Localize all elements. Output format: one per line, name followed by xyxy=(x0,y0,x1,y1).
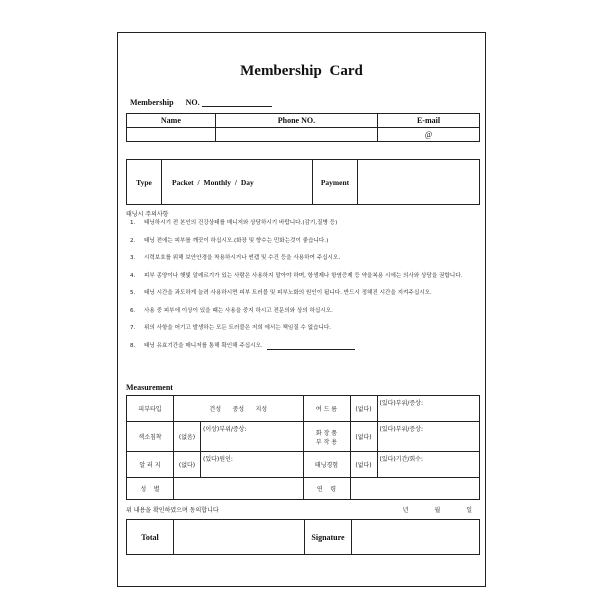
notice-text: 태닝하시기 전 본인의 건강상태를 매니저와 상담하시기 바랍니다.(감기,질병 등) xyxy=(144,220,338,226)
payment-field[interactable] xyxy=(358,160,480,205)
notice-num: 5. xyxy=(130,290,136,296)
type-label: Type xyxy=(127,160,162,205)
agreement-date[interactable]: 년 월 일 xyxy=(402,507,472,514)
measurement-heading: Measurement xyxy=(126,383,173,392)
membership-number xyxy=(130,98,272,107)
notice-item xyxy=(130,342,470,350)
agreement-row xyxy=(126,505,480,514)
notice-item xyxy=(130,272,470,280)
tanning-exp-detail[interactable]: (있다)기간/회수: xyxy=(377,452,480,478)
tanning-exp-label: 태닝경험 xyxy=(303,452,350,478)
notice-num: 4. xyxy=(130,272,136,279)
notice-text: 위의 사항을 어기고 발생하는 모든 트러블은 저희 에서는 책임질 수 없습니다. xyxy=(144,325,332,331)
total-field[interactable] xyxy=(174,520,305,555)
acne-status[interactable]: (없다) xyxy=(350,396,377,422)
name-header: Name xyxy=(127,114,216,128)
notice-text: 피부 종양이나 햇빛 알레르기가 있는 사람은 사용하지 말아야 하며, 항생제나 항염증제 등 약을복용 시에는 의사와 상담을 권합니다. xyxy=(144,272,463,279)
total-signature-table xyxy=(126,519,480,555)
makeup-status[interactable]: (없다) xyxy=(350,422,377,452)
email-field[interactable]: @ xyxy=(378,128,480,142)
skin-type-options[interactable]: 건성 중성 지성 xyxy=(174,396,304,422)
notice-text: 태닝 유효기간을 매니저를 통해 확인해 주십시오. xyxy=(144,342,263,349)
acne-detail[interactable]: (있다)부위/증상: xyxy=(377,396,480,422)
signature-label: Signature xyxy=(305,520,352,555)
makeup-detail[interactable]: (있다)부위/증상: xyxy=(377,422,480,452)
agreement-text: 위 내용을 확인하였으며 동의합니다 xyxy=(126,507,219,514)
membership-no-label: NO. xyxy=(185,98,200,107)
phone-header: Phone NO. xyxy=(215,114,377,128)
notice-heading: 태닝시 주의사항 xyxy=(126,211,169,218)
makeup-label: 화 장 품 부 작 용 xyxy=(303,422,350,452)
acne-label: 여 드 름 xyxy=(303,396,350,422)
contact-table xyxy=(126,113,480,142)
tanning-exp-status[interactable]: (없다) xyxy=(350,452,377,478)
name-field[interactable] xyxy=(127,128,216,142)
skin-type-label: 피부타입 xyxy=(127,396,174,422)
pigment-label: 색소침착 xyxy=(127,422,174,452)
allergy-status[interactable]: (없다) xyxy=(174,452,201,478)
membership-no-field[interactable] xyxy=(202,98,272,107)
notice-num: 8. xyxy=(130,342,136,349)
form-title: Membership Card xyxy=(240,63,363,79)
membership-label: Membership xyxy=(130,98,174,107)
notice-item xyxy=(130,237,470,245)
notice-item xyxy=(130,254,470,262)
phone-field[interactable] xyxy=(215,128,377,142)
notice-text: 시력보호를 위해 보안안경을 착용하시거나 썬캡 및 수건 등을 사용하여 주십시오. xyxy=(144,255,341,261)
payment-label: Payment xyxy=(313,160,358,205)
notice-num: 6. xyxy=(130,307,136,314)
notice-text: 사용 중 피부에 이상이 있을 때는 사용을 중지 하시고 전문의와 상의 하십시오. xyxy=(144,307,333,314)
email-header: E-mail xyxy=(378,114,480,128)
age-field[interactable] xyxy=(350,478,480,500)
signature-field[interactable] xyxy=(352,520,480,555)
type-options[interactable]: Packet / Monthly / Day xyxy=(162,160,313,205)
gender-label: 성 별 xyxy=(127,478,174,500)
notice-text: 태닝 시간을 과도하게 늘려 사용하시면 피부 트러블 및 피부노화의 원인이 됩니다. 반드시 정해진 시간을 지켜주십시오. xyxy=(144,290,432,296)
validity-field[interactable] xyxy=(267,342,355,350)
notice-num: 7. xyxy=(130,325,136,331)
allergy-label: 알 러 지 xyxy=(127,452,174,478)
measurement-table xyxy=(126,395,480,500)
notice-item xyxy=(130,324,470,332)
type-payment-table xyxy=(126,159,480,205)
notice-num: 2. xyxy=(130,237,136,244)
total-label: Total xyxy=(127,520,174,555)
membership-card-form xyxy=(117,32,486,587)
notice-num: 3. xyxy=(130,255,136,261)
notice-item xyxy=(130,219,470,227)
age-label: 연 령 xyxy=(303,478,350,500)
notice-item xyxy=(130,307,470,315)
pigment-status[interactable]: (없음) xyxy=(174,422,201,452)
pigment-detail[interactable]: (이상)부위/증상: xyxy=(201,422,304,452)
notice-list xyxy=(130,219,470,359)
notice-item xyxy=(130,289,470,297)
notice-text: 태닝 전에는 피부를 깨끗이 하십시오.(화장 및 향수는 민화는것이 좋습니다.) xyxy=(144,237,329,244)
notice-num: 1. xyxy=(130,220,136,226)
allergy-detail[interactable]: (있다)원인: xyxy=(201,452,304,478)
gender-field[interactable] xyxy=(174,478,304,500)
